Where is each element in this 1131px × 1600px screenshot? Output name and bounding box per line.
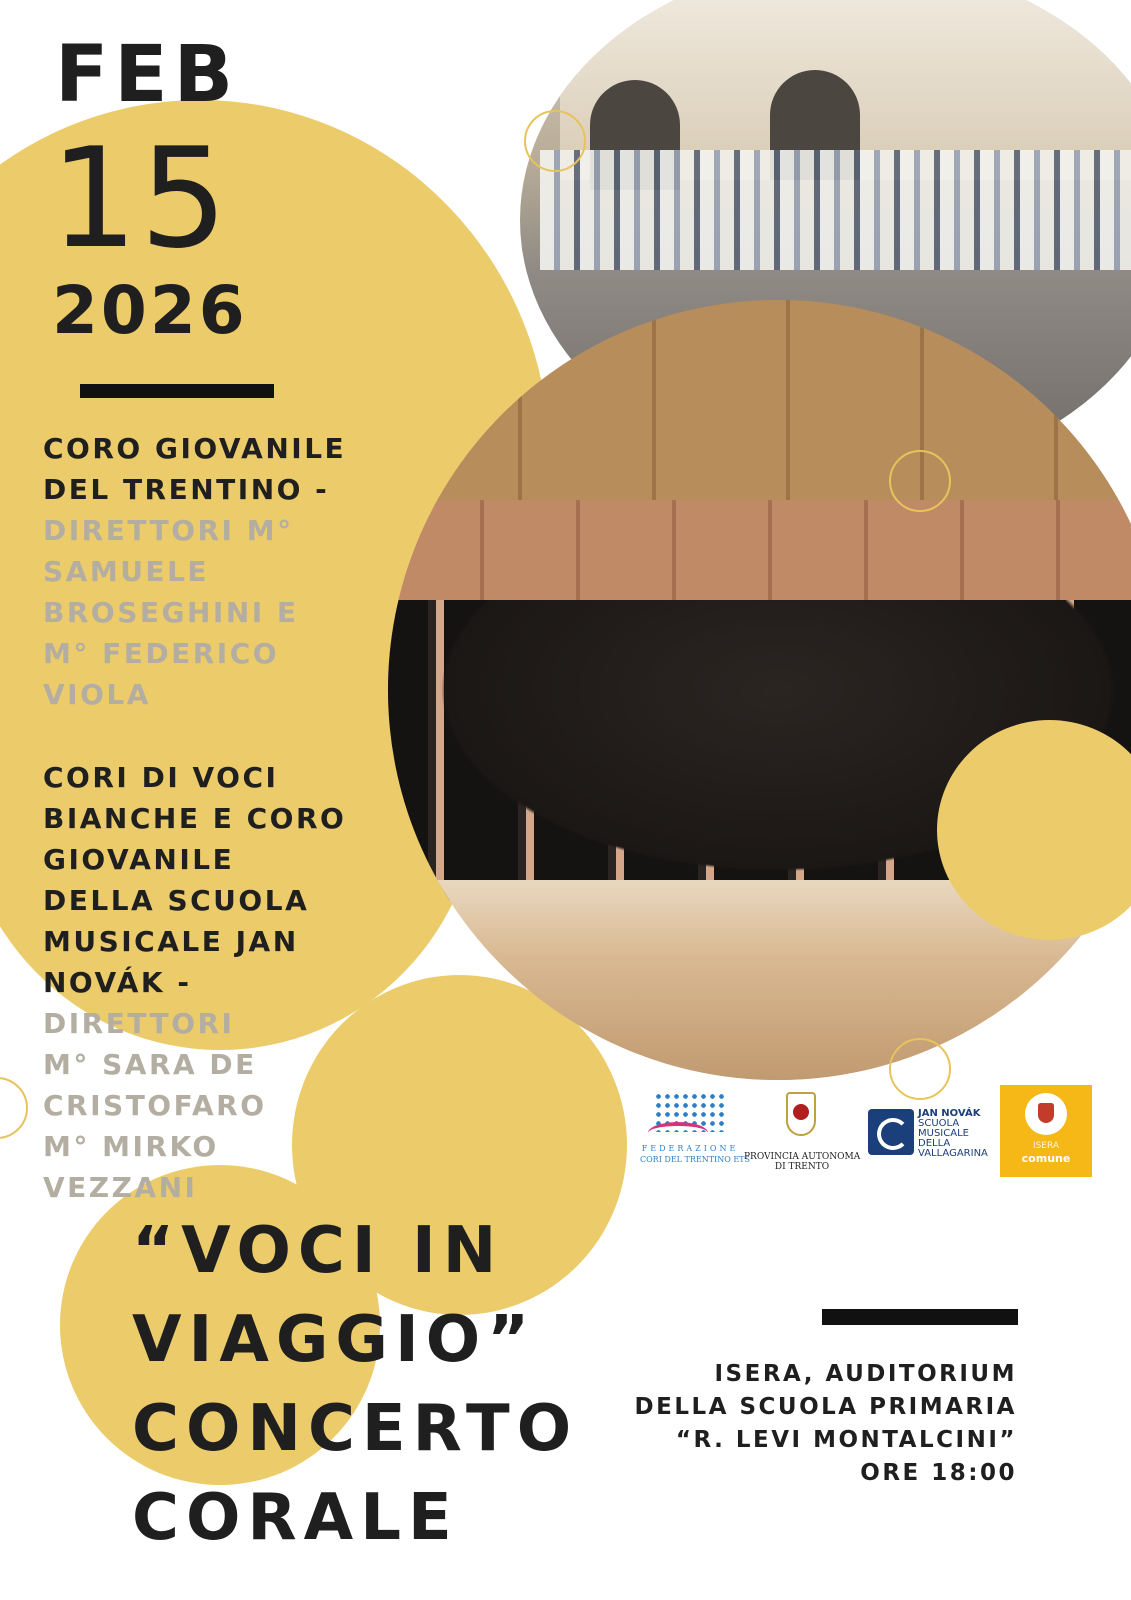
ensemble-1-directors-line: VIOLA [43,678,151,711]
provincia-logo-line: PROVINCIA AUTONOMA [744,1152,861,1162]
decorative-ring [889,450,951,512]
ensemble-1-directors-line: DIRETTORI M° [43,514,294,547]
date-month: FEB [55,30,240,120]
photo-ceiling [388,300,1131,505]
ensemble-2-name-line: DELLA SCUOLA [43,884,310,917]
jan-novak-logo-line: SCUOLA [918,1118,960,1129]
jan-novak-logo-line: MUSICALE [918,1128,969,1139]
ensemble-2-directors-line: M° MIRKO [43,1130,219,1163]
federazione-logo-line: FEDERAZIONE [641,1144,739,1153]
provincia-logo-line: DI TRENTO [774,1162,830,1172]
federazione-wave-icon [648,1122,708,1144]
ensemble-2-directors-line: M° SARA DE [43,1048,257,1081]
title-line: VIAGGIO” [132,1303,537,1377]
title-line: CORALE [132,1481,459,1555]
isera-coat-of-arms-icon [1025,1093,1067,1135]
ensemble-2-name-line: MUSICALE JAN [43,925,299,958]
date-day: 15 [50,118,230,279]
photo-youth-choir [388,300,1131,1080]
decorative-ring [0,1077,28,1139]
ensemble-2-directors-line: DIRETTORI [43,1007,235,1040]
ensemble-2-name-line: CORI DI VOCI [43,761,279,794]
jan-novak-logo-line: VALLAGARINA [918,1148,988,1159]
photo-crowd [540,150,1131,270]
venue-line: “R. LEVI MONTALCINI” [675,1427,1017,1453]
ensemble-2-directors-line: CRISTOFARO [43,1089,267,1122]
isera-logo-label: comune [1021,1152,1071,1165]
ensemble-1-directors-line: M° FEDERICO [43,637,280,670]
federazione-logo-line: CORI DEL TRENTINO ETS [640,1155,750,1164]
title-line: “VOCI IN [132,1214,504,1288]
ensemble-1 [43,428,346,715]
jan-novak-mark-icon [868,1109,914,1155]
ensemble-2-name-line: NOVÁK - [43,966,192,999]
concert-title [132,1207,578,1563]
jan-novak-logo-line: DELLA [918,1138,951,1149]
ensemble-1-directors-line: SAMUELE [43,555,210,588]
jan-novak-logo-line: JAN NOVÁK [918,1108,981,1119]
ensemble-1-name-line: DEL TRENTINO - [43,473,330,506]
jan-novak-logo [868,1107,1000,1167]
venue-line: ISERA, AUDITORIUM [714,1361,1017,1387]
isera-logo-name: ISERA [1032,1141,1060,1151]
decorative-ring [889,1038,951,1100]
venue-info [635,1358,1017,1490]
title-line: CONCERTO [132,1392,579,1466]
date-year: 2026 [52,272,248,349]
provincia-trento-logo [744,1092,860,1176]
ensemble-1-name-line: CORO GIOVANILE [43,432,347,465]
venue-divider-bar [822,1309,1018,1325]
ensemble-2-directors-line: VEZZANI [43,1171,198,1204]
ensemble-2 [43,757,346,1208]
ensemble-2-name-line: GIOVANILE [43,843,235,876]
decorative-ring [524,110,586,172]
federazione-cori-logo [640,1092,750,1172]
ensemble-1-directors-line: BROSEGHINI E [43,596,299,629]
comune-isera-logo [1000,1085,1092,1177]
eagle-crest-icon [786,1092,816,1136]
divider-bar [80,384,274,398]
venue-line: DELLA SCUOLA PRIMARIA [634,1394,1017,1420]
venue-time: ORE 18:00 [860,1460,1017,1486]
ensemble-2-name-line: BIANCHE E CORO [43,802,347,835]
